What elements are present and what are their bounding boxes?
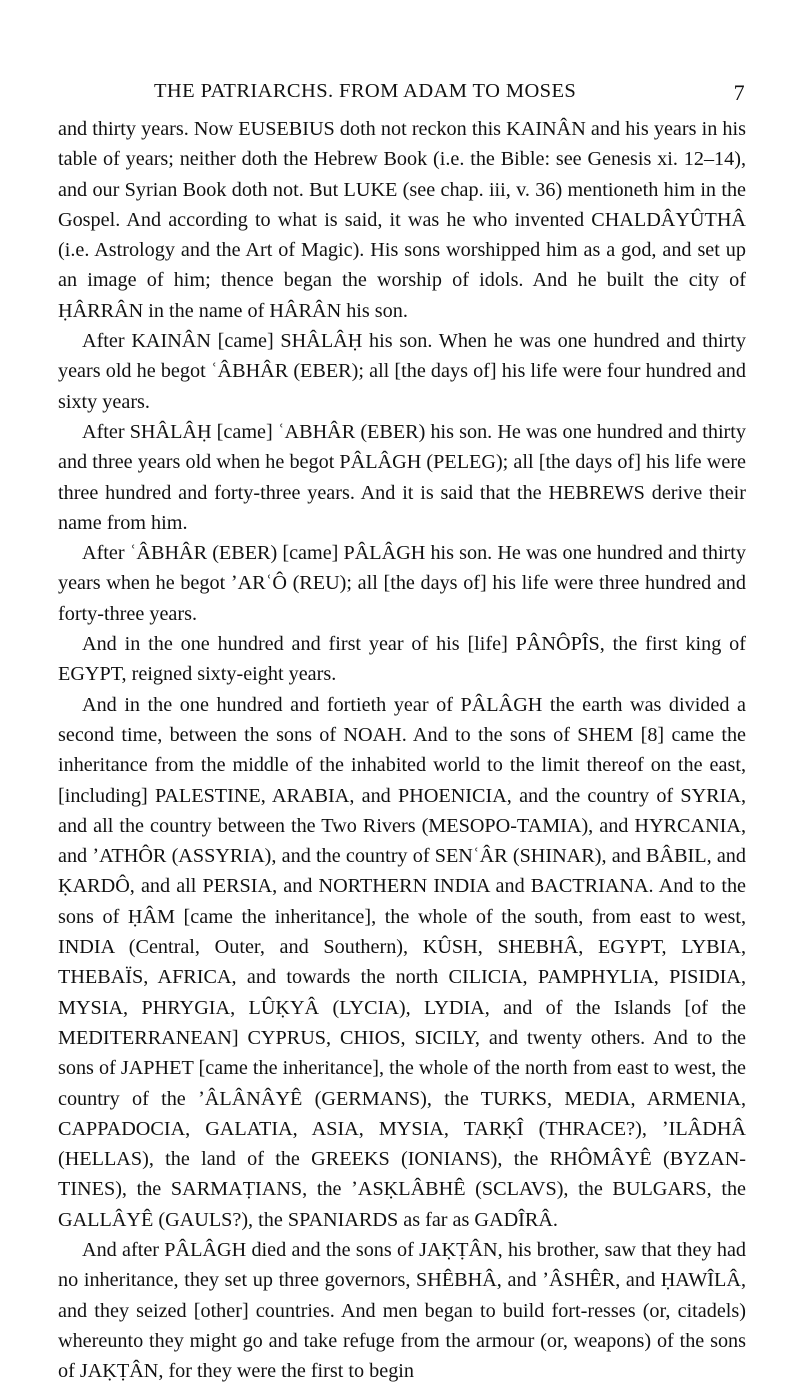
book-page: [58, 78, 746, 1386]
paragraph-panopis: And in the one hundred and first year of his [life] PÂNÔPÎS, the first king of EGYPT, reigned sixty-eight years.: [58, 633, 746, 686]
paragraph-continued: and thirty years. Now EUSEBIUS doth not reckon this KAINÂN and his years in his table of years; neither doth the Hebrew Book (i.e. the Bible: see Genesis xi. 12–14), and our Syrian Book doth not. But LUKE (see chap. iii, v. 36) mentioneth him in the Gospel. And according to what is said, it was he who invented CHALDÂYÛTHÂ (i.e. Astrology and the Art of Magic). His sons worshipped him as a god, and set up an image of him; thence began the worship of idols. And he built the city of ḤÂRRÂN in the name of HÂRÂN his son.: [58, 118, 746, 322]
body-text: [58, 114, 746, 1386]
page-number: 7: [733, 80, 745, 105]
running-head: [58, 78, 746, 112]
paragraph-division: And in the one hundred and fortieth year of PÂLÂGH the earth was divided a second time, between the sons of NOAH. And to the sons of SHEM [8] came the inheritance from the middle of the inhabited world to the limit thereof on the east, [including] PALESTINE, ARABIA, and PHOENICIA, and the country of SYRIA, and all the country between the Two Rivers (MESOPO-TAMIA), and HYRCANIA, and ʼATHÔR (ASSYRIA), and the country of SENʿÂR (SHINAR), and BÂBIL, and ḲARDÔ, and all PERSIA, and NORTHERN INDIA and BACTRIANA. And to the sons of ḤÂM [came the inheritance], the whole of the south, from east to west, INDIA (Central, Outer, and Southern), KÛSH, SHEBHÂ, EGYPT, LYBIA, THEBAÏS, AFRICA, and towards the north CILICIA, PAMPHYLIA, PISIDIA, MYSIA, PHRYGIA, LÛḲYÂ (LYCIA), LYDIA, and of the Islands [of the MEDITERRANEAN] CYPRUS, CHIOS, SICILY, and twenty others. And to the sons of JAPHET [came the inheritance], the whole of the north from east to west, the country of the ʼÂLÂNÂYÊ (GERMANS), the TURKS, MEDIA, ARMENIA, CAPPADOCIA, GALATIA, ASIA, MYSIA, TARḲÎ (THRACE?), ʼILÂDHÂ (HELLAS), the land of the GREEKS (IONIANS), the RHÔMÂYÊ (BYZAN-TINES), the SARMAṬIANS, the ʼASḲLÂBHÊ (SCLAVS), the BULGARS, the GALLÂYÊ (GAULS?), the SPANIARDS as far as GADÎRÂ.: [58, 693, 746, 1231]
paragraph-eber: After SHÂLÂḤ [came] ʿABHÂR (EBER) his son. He was one hundred and thirty and three years old when he begot PÂLÂGH (PELEG); all [the days of] his life were three hundred and forty-three years. And it is said that the HEBREWS derive their name from him.: [58, 420, 746, 534]
paragraph-shalah: After KAINÂN [came] SHÂLÂḤ his son. When he was one hundred and thirty years old he begot ʿÂBHÂR (EBER); all [the days of] his life were four hundred and sixty years.: [58, 330, 746, 413]
running-title: THE PATRIARCHS. FROM ADAM TO MOSES: [154, 80, 577, 102]
paragraph-jaktan: And after PÂLÂGH died and the sons of JAḲṬÂN, his brother, saw that they had no inheritance, they set up three governors, SHÊBHÂ, and ʼÂSHÊR, and ḤAWÎLÂ, and they seized [other] countries. And men began to build fort-resses (or, citadels) whereunto they might go and take refuge from the armour (or, weapons) of the sons of JAḲṬÂN, for they were the first to begin: [58, 1238, 746, 1383]
paragraph-palagh: After ʿÂBHÂR (EBER) [came] PÂLÂGH his son. He was one hundred and thirty years when he begot ʼARʿÔ (REU); all [the days of] his life were three hundred and forty-three years.: [58, 542, 746, 625]
